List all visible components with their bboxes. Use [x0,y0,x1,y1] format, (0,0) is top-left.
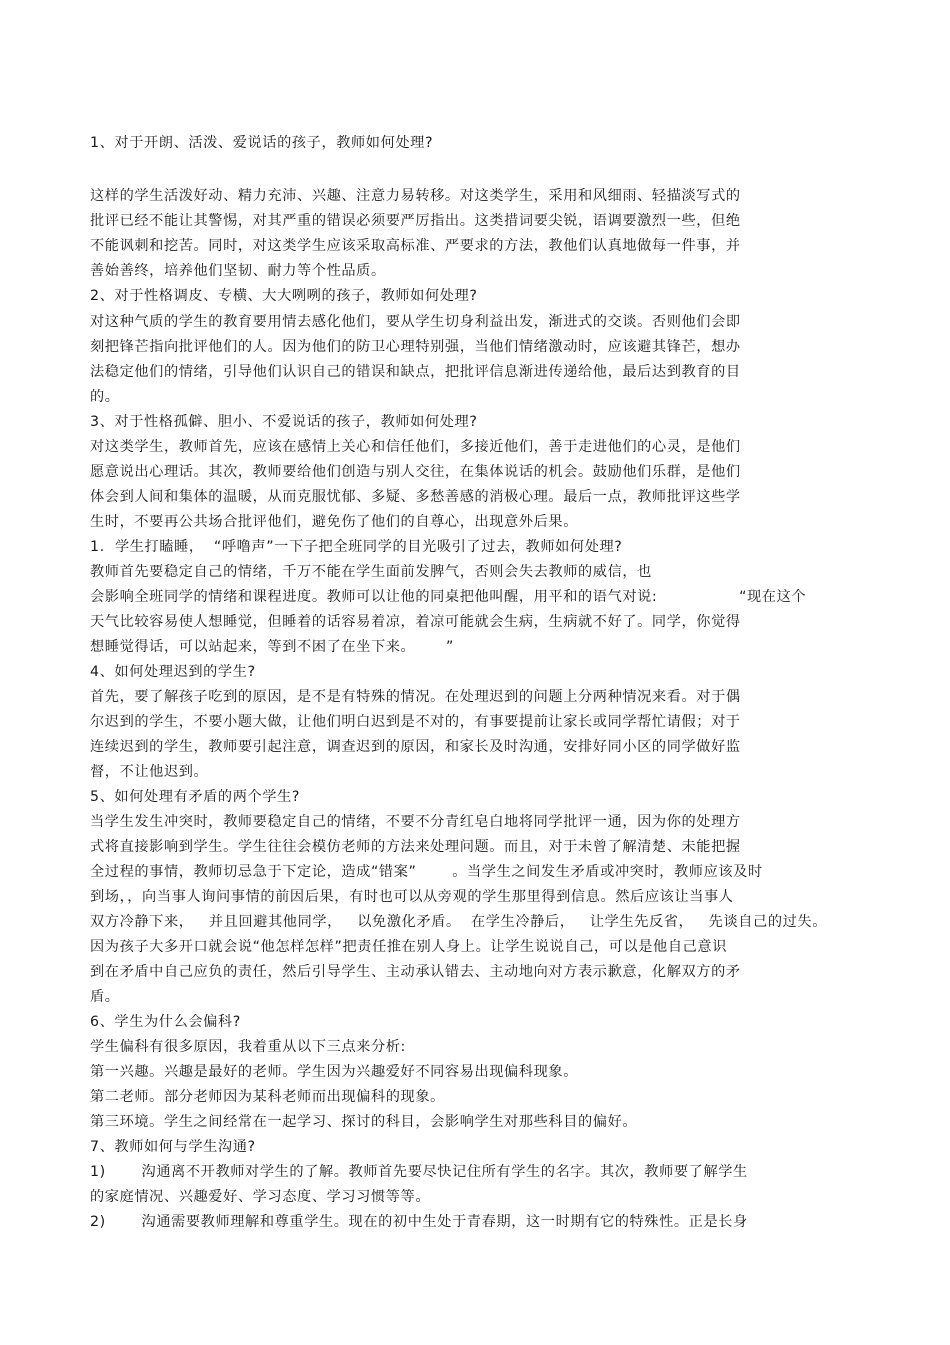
answer-4-line: 尔迟到的学生，不要小题大做，让他们明白迟到是不对的，有事要提前让家长或同学帮忙请假；对于 [90,714,741,730]
answer-7-line: 1) 沟通离不开教师对学生的了解。教师首先要尽快记住所有学生的名字。其次，教师要了解学生 [90,1164,748,1180]
answer-6-line: 第二老师。部分老师因为某科老师而出现偏科的现象。 [90,1089,445,1105]
answer-1-line: 这样的学生活泼好动、精力充沛、兴趣、注意力易转移。对这类学生，采用和风细雨、轻描淡写式的 [90,188,741,204]
question-sleeping-heading: 1. 学生打瞌睡， “呼噜声”一下子把全班同学的目光吸引了过去，教师如何处理? [90,539,623,555]
question-5-heading: 5、如何处理有矛盾的两个学生? [90,789,300,805]
question-2-heading: 2、对于性格调皮、专横、大大咧咧的孩子，教师如何处理? [90,288,478,304]
answer-4-line: 首先，要了解孩子吃到的原因，是不是有特殊的情况。在处理迟到的问题上分两种情况来看。对于偶 [90,689,741,705]
answer-5-line: 因为孩子大多开口就会说“他怎样怎样”把责任推在别人身上。让学生说说自己，可以是他自己意识 [90,939,727,955]
answer-2-line: 对这种气质的学生的教育要用情去感化他们，要从学生切身利益出发，渐进式的交谈。否则他们会即 [90,314,741,330]
answer-2-line: 的。 [90,389,120,405]
answer-7-line: 的家庭情况、兴趣爱好、学习态度、学习习惯等等。 [90,1189,431,1205]
answer-3-line: 对这类学生，教师首先，应该在感情上关心和信任他们，多接近他们，善于走进他们的心灵，是他们 [90,439,741,455]
answer-2-line: 法稳定他们的情绪，引导他们认识自己的错误和缺点，把批评信息渐进传递给他，最后达到教育的目 [90,364,741,380]
answer-7-line: 2) 沟通需要教师理解和尊重学生。现在的初中生处于青春期，这一时期有它的特殊性。正是长身 [90,1214,748,1230]
answer-3-line: 愿意说出心理话。其次，教师要给他们创造与别人交往，在集体说话的机会。鼓励他们乐群，是他们 [90,464,741,480]
question-6-heading: 6、学生为什么会偏科? [90,1014,241,1030]
question-1-heading: 1、对于开朗、活泼、爱说话的孩子，教师如何处理? [90,135,434,151]
question-4-heading: 4、如何处理迟到的学生? [90,664,256,680]
answer-sleeping-line: 教师首先要稳定自己的情绪，千万不能在学生面前发脾气，否则会失去教师的威信，也 [90,564,652,580]
answer-5-line: 到在矛盾中自己应负的责任，然后引导学生、主动承认错去、主动地向对方表示歉意，化解双方的矛 [90,964,741,980]
answer-5-line: 盾。 [90,989,120,1005]
answer-4-line: 督，不让他迟到。 [90,764,209,780]
answer-sleeping-line: 想睡觉得话，可以站起来，等到不困了在坐下来。 ” [90,639,454,655]
answer-3-line: 体会到人间和集体的温暖，从而克服忧郁、多疑、多愁善感的消极心理。最后一点，教师批评这些学 [90,489,741,505]
answer-4-line: 连续迟到的学生，教师要引起注意，调查迟到的原因，和家长及时沟通，安排好同小区的同学做好监 [90,739,741,755]
answer-6-line: 学生偏科有很多原因，我着重从以下三点来分析: [90,1039,406,1055]
answer-5-line: 式将直接影响到学生。学生往往会模仿老师的方法来处理问题。而且，对于未曾了解清楚、未能把握 [90,839,741,855]
answer-6-line: 第三环境。学生之间经常在一起学习、探讨的科目，会影响学生对那些科目的偏好。 [90,1114,638,1130]
answer-5-line: 到场，，向当事人询问事情的前因后果，有时也可以从旁观的学生那里得到信息。然后应该让当事人 [90,889,734,905]
answer-5-line: 全过程的事情，教师切忌急于下定论，造成“错案” 。当学生之间发生矛盾或冲突时，教师应该及时 [90,864,763,880]
answer-sleeping-line: 会影响全班同学的情绪和课程进度。教师可以让他的同桌把他叫醒，用平和的语气对说: “现在这个 [90,589,807,605]
answer-5-line: 双方冷静下来， 并且回避其他同学， 以免激化矛盾。 在学生冷静后， 让学生先反省， 先谈自己的过失。 [90,914,827,930]
answer-3-line: 生时，不要再公共场合批评他们，避免伤了他们的自尊心，出现意外后果。 [90,514,578,530]
answer-6-line: 第一兴趣。兴趣是最好的老师。学生因为兴趣爱好不同容易出现偏科现象。 [90,1064,578,1080]
answer-1-line: 善始善终，培养他们坚韧、耐力等个性品质。 [90,263,386,279]
question-3-heading: 3、对于性格孤僻、胆小、不爱说话的孩子，教师如何处理? [90,414,478,430]
answer-sleeping-line: 天气比较容易使人想睡觉，但睡着的话容易着凉，着凉可能就会生病，生病就不好了。同学，你觉得 [90,614,741,630]
question-7-heading: 7、教师如何与学生沟通? [90,1139,256,1155]
answer-1-line: 批评已经不能让其警惕，对其严重的错误必须要严厉指出。这类措词要尖锐，语调要激烈一些，但绝 [90,213,741,229]
answer-2-line: 刻把锋芒指向批评他们的人。因为他们的防卫心理特别强，当他们情绪激动时，应该避其锋芒，想办 [90,339,741,355]
answer-5-line: 当学生发生冲突时，教师要稳定自己的情绪，不要不分青红皂白地将同学批评一通，因为你的处理方 [90,814,741,830]
answer-1-line: 不能讽刺和挖苦。同时，对这类学生应该采取高标准、严要求的方法，教他们认真地做每一件事，并 [90,238,741,254]
